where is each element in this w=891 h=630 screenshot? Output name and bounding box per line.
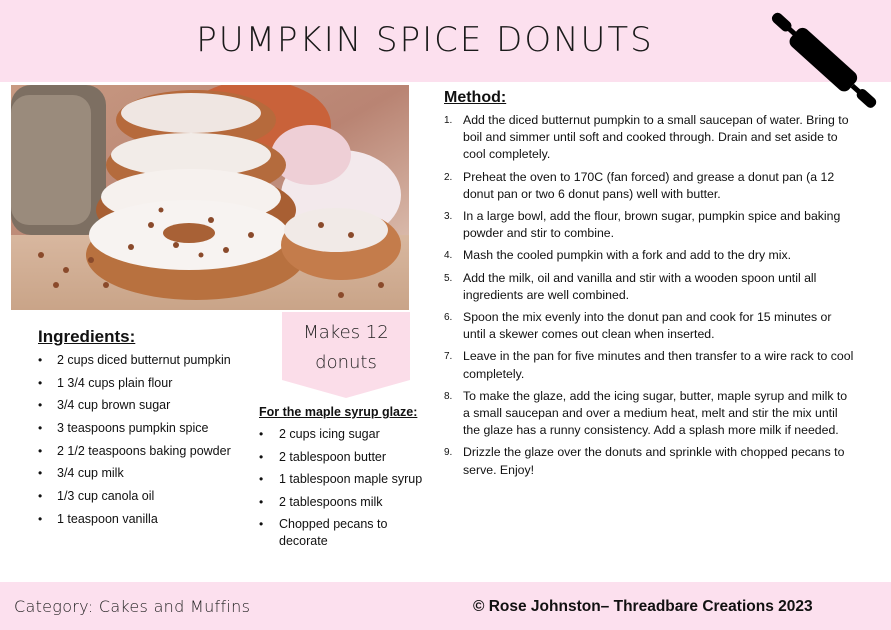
- step-text: Spoon the mix evenly into the donut pan and cook for 15 minutes or until a skewer comes out clean when inserted.: [463, 310, 832, 342]
- ingredients-heading: Ingredients:: [38, 327, 136, 346]
- list-item: • 1 3/4 cups plain flour: [38, 374, 231, 397]
- list-item: • 2 1/2 teaspoons baking powder: [38, 442, 231, 465]
- list-item: • 1 teaspoon vanilla: [38, 510, 231, 533]
- yield-line-1: Makes 12: [303, 322, 389, 343]
- ingredients-list: [38, 351, 231, 533]
- donut-photo: [11, 85, 409, 310]
- list-item: • 2 tablespoons milk: [259, 494, 429, 511]
- glaze-heading: For the maple syrup glaze:: [259, 405, 418, 419]
- list-item: • 3 teaspoons pumpkin spice: [38, 419, 231, 442]
- step-text: Drizzle the glaze over the donuts and sprinkle with chopped pecans to serve. Enjoy!: [463, 445, 845, 477]
- list-item: • 2 tablespoon butter: [259, 449, 429, 466]
- glaze-list: [259, 426, 429, 555]
- list-item: • 3/4 cup milk: [38, 464, 231, 487]
- list-item: • 2 cups diced butternut pumpkin: [38, 351, 231, 374]
- yield-line-2: donuts: [315, 352, 377, 373]
- step-number: 9.: [444, 447, 453, 459]
- step-number: 2.: [444, 171, 453, 183]
- list-item: • 1/3 cup canola oil: [38, 487, 231, 510]
- method-step: [444, 247, 854, 264]
- method-step: [444, 348, 854, 382]
- step-text: Preheat the oven to 170C (fan forced) and grease a donut pan (a 12 donut pan or two 6 donut pans) well with butter.: [463, 169, 835, 201]
- footer-category: Category: Cakes and Muffins: [14, 597, 251, 616]
- method-step: [444, 444, 854, 478]
- step-number: 1.: [444, 115, 453, 126]
- method-step: [444, 112, 854, 164]
- method-step: [444, 208, 854, 242]
- yield-banner: [282, 312, 410, 398]
- step-number: 5.: [444, 272, 453, 284]
- step-number: 6.: [444, 312, 453, 324]
- step-text: Add the milk, oil and vanilla and stir with a wooden spoon until all ingredients are well combined.: [463, 270, 817, 302]
- list-item: • 2 cups icing sugar: [259, 426, 429, 443]
- step-number: 8.: [444, 390, 453, 402]
- step-text: In a large bowl, add the flour, brown sugar, pumpkin spice and baking powder and stir to combine.: [463, 209, 841, 241]
- step-text: Mash the cooled pumpkin with a fork and add to the dry mix.: [463, 248, 792, 263]
- step-text: Add the diced butternut pumpkin to a small saucepan of water. Bring to boil and simmer until soft and cooked through. Drain and set aside to cool completely.: [463, 113, 849, 162]
- method-step: [444, 270, 854, 304]
- footer-credit: © Rose Johnston– Threadbare Creations 2023: [473, 598, 813, 615]
- page-title: PUMPKIN SPICE DONUTS: [196, 20, 654, 60]
- method-step: [444, 388, 854, 440]
- step-number: 4.: [444, 250, 453, 262]
- step-text: Leave in the pan for five minutes and then transfer to a wire rack to cool completely.: [463, 349, 854, 381]
- step-number: 7.: [444, 351, 453, 363]
- method-list: [444, 112, 854, 484]
- rolling-pin-icon: [762, 4, 884, 116]
- list-item: • Chopped pecans to decorate: [259, 516, 429, 549]
- method-heading: Method:: [444, 89, 507, 106]
- step-number: 3.: [444, 211, 453, 223]
- step-text: To make the glaze, add the icing sugar, butter, maple syrup and milk to a small saucepan and over a medium heat, melt and stir the mix until the glaze has a runny consistency. Add a splash more milk if needed.: [463, 388, 848, 438]
- list-item: • 3/4 cup brown sugar: [38, 396, 231, 419]
- list-item: • 1 tablespoon maple syrup: [259, 471, 429, 488]
- method-step: [444, 169, 854, 203]
- method-step: [444, 309, 854, 343]
